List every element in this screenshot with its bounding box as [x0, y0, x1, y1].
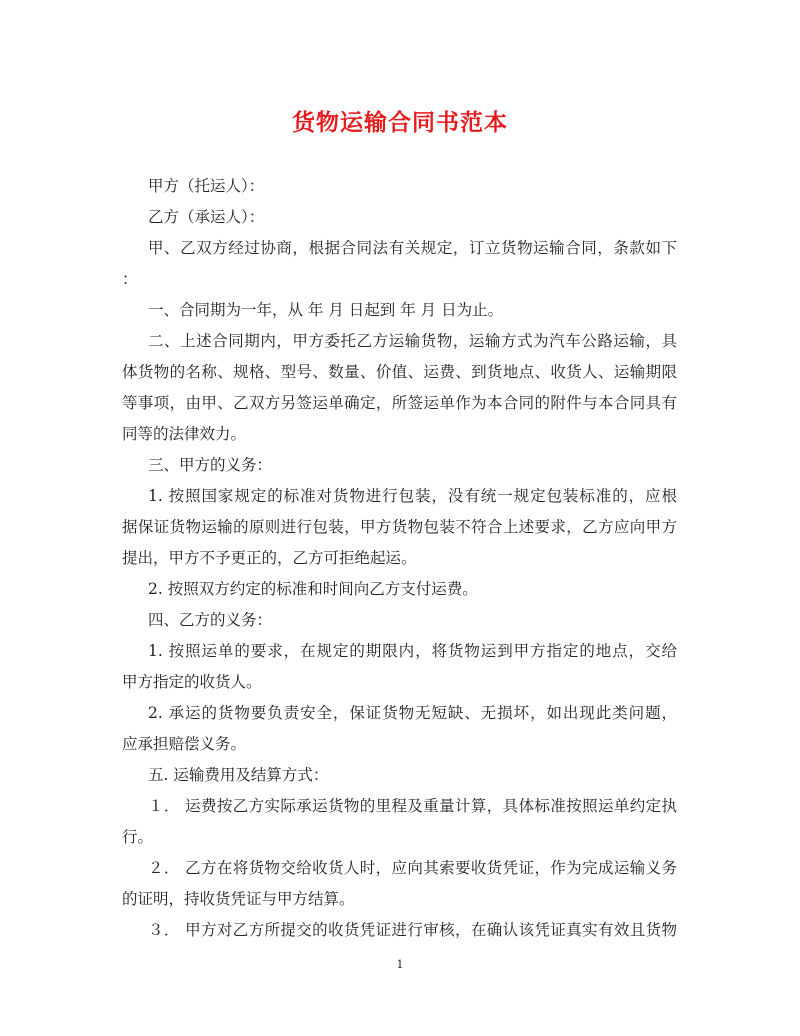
text-line: １． 运费按乙方实际承运货物的里程及重量计算，具体标准按照运单约定执	[148, 797, 677, 815]
text-line: 甲方指定的收货人。	[122, 673, 262, 691]
page-number: 1	[396, 958, 404, 971]
text-line: 2. 按照双方约定的标准和时间向乙方支付运费。	[148, 580, 478, 598]
text-line: 体货物的名称、规格、型号、数量、价值、运费、到货地点、收货人、运输期限	[122, 363, 677, 381]
text-line: 2. 承运的货物要负责安全，保证货物无短缺、无损坏，如出现此类问题，	[148, 704, 677, 722]
text-line: 应承担赔偿义务。	[122, 735, 247, 753]
text-line: 二、上述合同期内，甲方委托乙方运输货物，运输方式为汽车公路运输，具	[148, 332, 677, 350]
text-line: 据保证货物运输的原则进行包装，甲方货物包装不符合上述要求，乙方应向甲方	[122, 518, 677, 536]
text-line: 提出，甲方不予更正的，乙方可拒绝起运。	[122, 549, 417, 567]
text-line: ２． 乙方在将货物交给收货人时，应向其索要收货凭证，作为完成运输义务	[148, 859, 677, 877]
text-line: 四、乙方的义务：	[148, 611, 273, 629]
text-line: 等事项，由甲、乙双方另签运单确定，所签运单作为本合同的附件与本合同具有	[122, 394, 677, 412]
document-body	[122, 171, 677, 946]
text-line: 同等的法律效力。	[122, 425, 247, 443]
text-line: 一、合同期为一年，从 年 月 日起到 年 月 日为止。	[148, 301, 504, 319]
text-line: 1. 按照运单的要求，在规定的期限内，将货物运到甲方指定的地点，交给	[148, 642, 677, 660]
text-line: ３． 甲方对乙方所提交的收货凭证进行审核，在确认该凭证真实有效且货物	[148, 921, 677, 939]
text-line: 1. 按照国家规定的标准对货物进行包装，没有统一规定包装标准的，应根	[148, 487, 677, 505]
text-line: ：	[122, 270, 138, 288]
text-line: 乙方（承运人）：	[148, 208, 265, 226]
text-line: 甲方（托运人）：	[148, 177, 265, 195]
text-line: 三、甲方的义务：	[148, 456, 273, 474]
text-line: 的证明，持收货凭证与甲方结算。	[122, 890, 355, 908]
text-line: 行。	[122, 828, 154, 846]
text-line: 甲、乙双方经过协商，根据合同法有关规定，订立货物运输合同，条款如下	[148, 239, 677, 257]
text-line: 五. 运输费用及结算方式：	[148, 766, 329, 784]
document-title: 货物运输合同书范本	[292, 110, 508, 136]
